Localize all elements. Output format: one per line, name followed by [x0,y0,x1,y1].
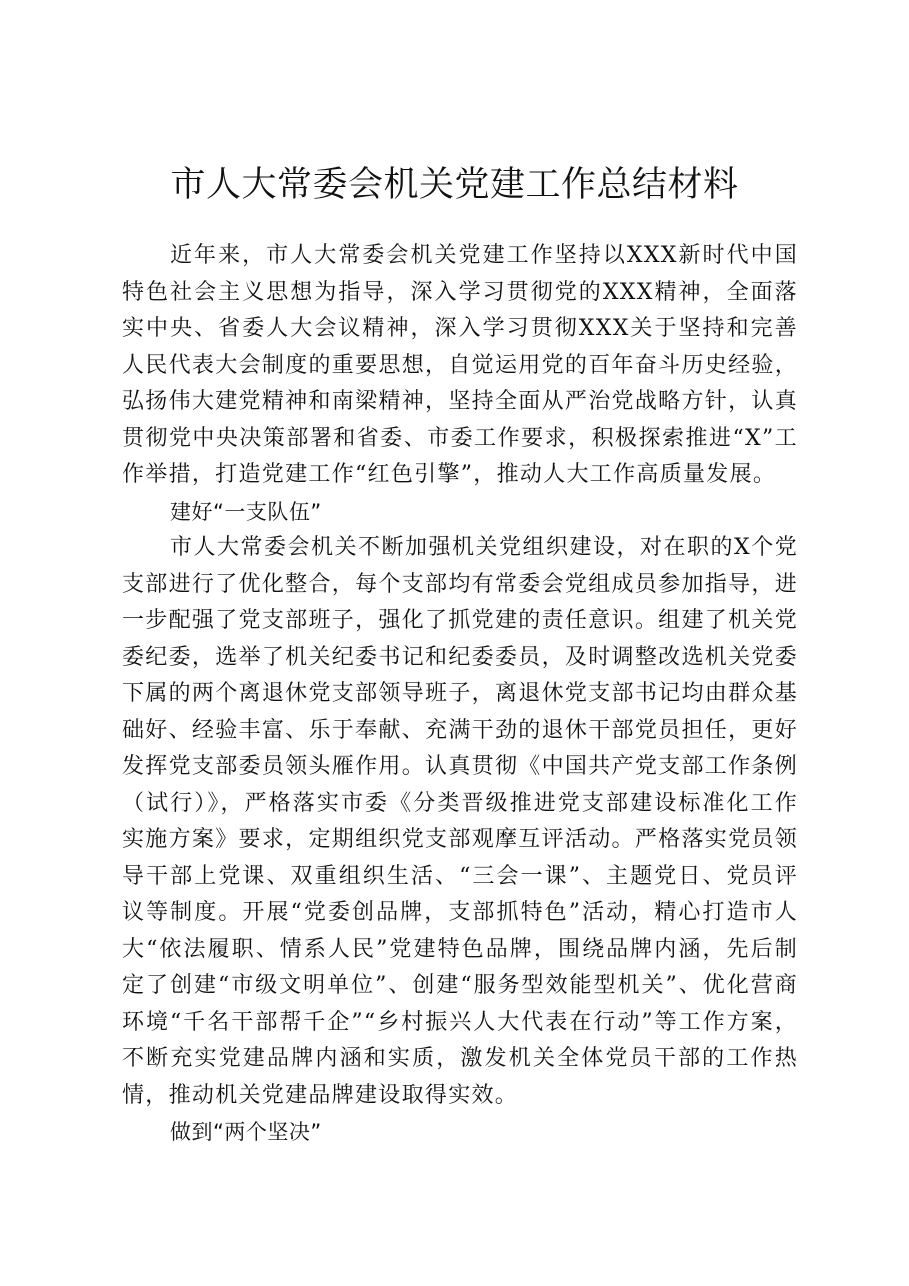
team-paragraph: 市人大常委会机关不断加强机关党组织建设，对在职的X个党支部进行了优化整合，每个支部均有常委会党组成员参加指导，进一步配强了党支部班子，强化了抓党建的责任意识。组建了机关党委纪委，选举了机关纪委书记和纪委委员，及时调整改选机关党委下属的两个离退休党支部领导班子，离退休党支部书记均由群众基础好、经验丰富、乐于奉献、充满干劲的退休干部党员担任，更好发挥党支部委员领头雁作用。认真贯彻《中国共产党支部工作条例（试行）》，严格落实市委《分类晋级推进党支部建设标准化工作实施方案》要求，定期组织党支部观摩互评活动。严格落实党员领导干部上党课、双重组织生活、“三会一课”、主题党日、党员评议等制度。开展“党委创品牌，支部抓特色”活动，精心打造市人大“依法履职、情系人民”党建特色品牌，围绕品牌内涵，先后制定了创建“市级文明单位”、创建“服务型效能型机关”、优化营商环境“千名干部帮千企”“乡村振兴人大代表在行动”等工作方案，不断充实党建品牌内涵和实质，激发机关全体党员干部的工作热情，推动机关党建品牌建设取得实效。 [122,535,798,1108]
document-title: 市人大常委会机关党建工作总结材料 [170,165,739,205]
document-body [122,238,798,1151]
section-heading-team: 建好“一支队伍” [170,499,322,524]
intro-paragraph: 近年来，市人大常委会机关党建工作坚持以XXX新时代中国特色社会主义思想为指导，深入学习贯彻党的XXX精神，全面落实中央、省委人大会议精神，深入学习贯彻XXX关于坚持和完善人民代表大会制度的重要思想，自觉运用党的百年奋斗历史经验，弘扬伟大建党精神和南梁精神，坚持全面从严治党战略方针，认真贯彻党中央决策部署和省委、市委工作要求，积极探索推进“X”工作举措，打造党建工作“红色引擎”，推动人大工作高质量发展。 [122,243,798,487]
section-heading-two-resolutes: 做到“两个坚决” [170,1120,322,1144]
